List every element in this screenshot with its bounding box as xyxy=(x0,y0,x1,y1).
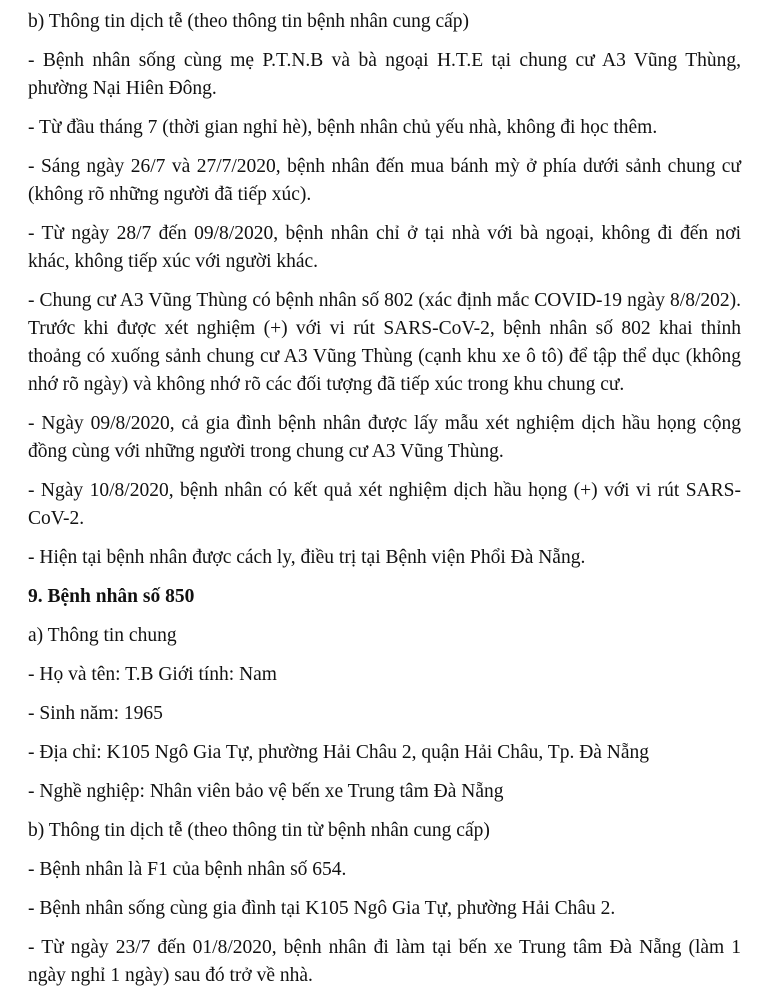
paragraph: - Từ ngày 23/7 đến 01/8/2020, bệnh nhân đi làm tại bến xe Trung tâm Đà Nẵng (làm 1 ngày nghỉ 1 ngày) sau đó trở về nhà. xyxy=(28,937,741,986)
paragraph: - Ngày 10/8/2020, bệnh nhân có kết quả xét nghiệm dịch hầu họng (+) với vi rút SARS-CoV-2. xyxy=(28,480,741,529)
paragraph: - Từ đầu tháng 7 (thời gian nghỉ hè), bệnh nhân chủ yếu nhà, không đi học thêm. xyxy=(28,117,658,138)
paragraph: - Bệnh nhân là F1 của bệnh nhân số 654. xyxy=(28,859,347,880)
paragraph: - Nghề nghiệp: Nhân viên bảo vệ bến xe Trung tâm Đà Nẵng xyxy=(28,781,504,802)
paragraph: - Hiện tại bệnh nhân được cách ly, điều trị tại Bệnh viện Phổi Đà Nẵng. xyxy=(28,547,586,568)
paragraph: b) Thông tin dịch tễ (theo thông tin từ bệnh nhân cung cấp) xyxy=(28,820,490,841)
paragraph: - Bệnh nhân sống cùng mẹ P.T.N.B và bà ngoại H.T.E tại chung cư A3 Vũng Thùng, phường Nại Hiên Đông. xyxy=(28,50,741,99)
paragraph: - Sáng ngày 26/7 và 27/7/2020, bệnh nhân đến mua bánh mỳ ở phía dưới sảnh chung cư (không rõ những người đã tiếp xúc). xyxy=(28,156,741,205)
paragraph: b) Thông tin dịch tễ (theo thông tin bệnh nhân cung cấp) xyxy=(28,11,469,32)
paragraph: - Bệnh nhân sống cùng gia đình tại K105 Ngô Gia Tự, phường Hải Châu 2. xyxy=(28,898,616,919)
section-heading: 9. Bệnh nhân số 850 xyxy=(28,586,195,607)
paragraph: - Họ và tên: T.B Giới tính: Nam xyxy=(28,664,277,685)
paragraph: - Từ ngày 28/7 đến 09/8/2020, bệnh nhân chỉ ở tại nhà với bà ngoại, không đi đến nơi khác, không tiếp xúc với người khác. xyxy=(28,223,741,272)
paragraph: a) Thông tin chung xyxy=(28,625,177,646)
paragraph: - Ngày 09/8/2020, cả gia đình bệnh nhân được lấy mẫu xét nghiệm dịch hầu họng cộng đồng cùng với những người trong chung cư A3 Vũng Thùng. xyxy=(28,413,741,462)
paragraph: - Chung cư A3 Vũng Thùng có bệnh nhân số 802 (xác định mắc COVID-19 ngày 8/8/202). Trước khi được xét nghiệm (+) với vi rút SARS-CoV-2, bệnh nhân số 802 khai thỉnh thoảng có xuống sảnh chung cư A3 Vũng Thùng (cạnh khu xe ô tô) để tập thể dục (không nhớ rõ ngày) và không nhớ rõ các đối tượng đã tiếp xúc trong khu chung cư. xyxy=(28,290,741,395)
paragraph: - Địa chỉ: K105 Ngô Gia Tự, phường Hải Châu 2, quận Hải Châu, Tp. Đà Nẵng xyxy=(28,742,650,763)
paragraph: - Sinh năm: 1965 xyxy=(28,703,163,724)
